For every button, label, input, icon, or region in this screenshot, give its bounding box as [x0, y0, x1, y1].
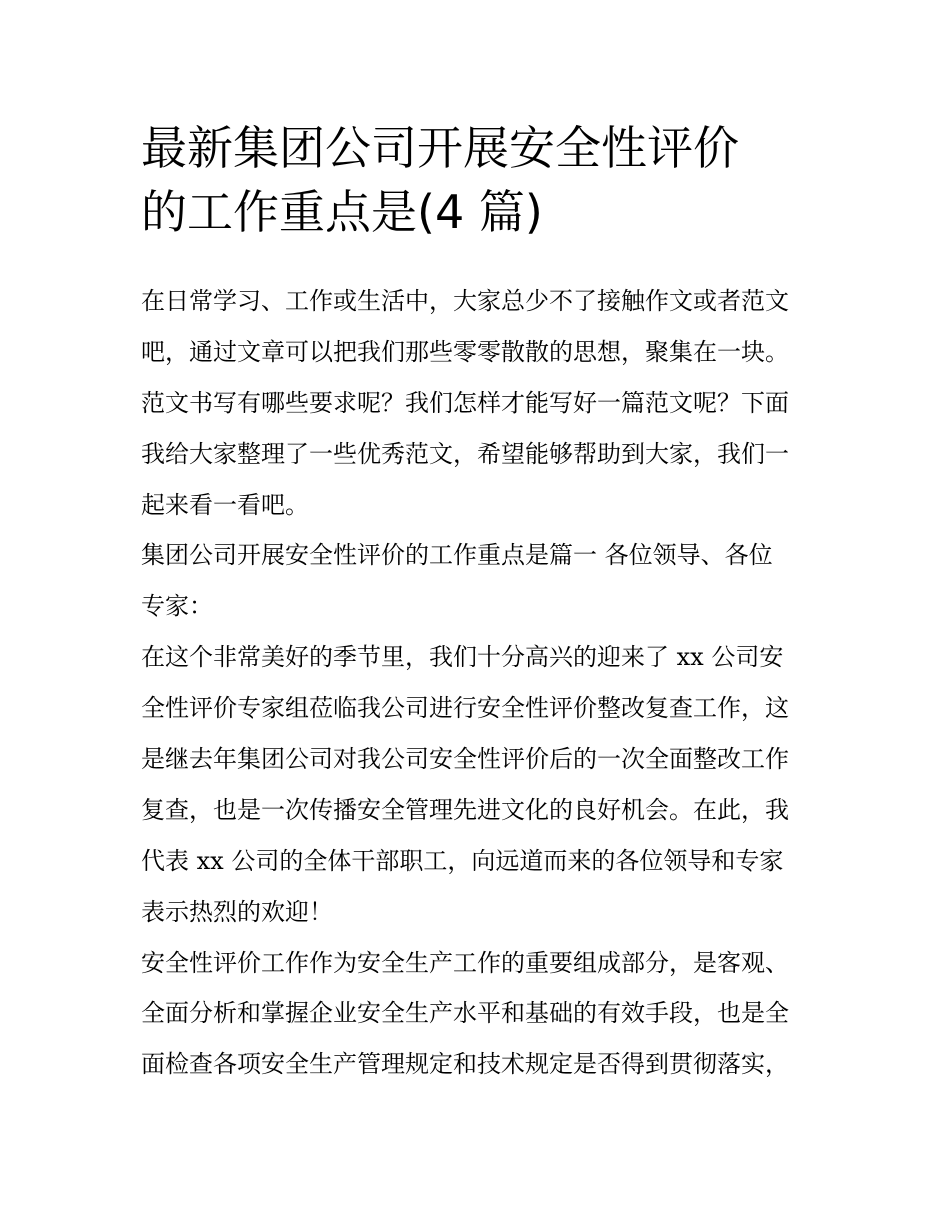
body-line: 面检查各项安全生产管理规定和技术规定是否得到贯彻落实， [141, 1050, 789, 1079]
body-line: 范文书写有哪些要求呢？我们怎样才能写好一篇范文呢？下面 [141, 388, 789, 417]
title-line: 的工作重点是(4 篇) [141, 185, 543, 239]
body-line: 我给大家整理了一些优秀范文，希望能够帮助到大家，我们一 [141, 439, 789, 468]
body-line: 代表 xx 公司的全体干部职工，向远道而来的各位领导和专家 [141, 846, 784, 875]
body-line: 集团公司开展安全性评价的工作重点是篇一 各位领导、各位 [141, 541, 773, 570]
document-body [141, 276, 831, 1090]
body-line: 吧，通过文章可以把我们那些零零散散的思想，聚集在一块。 [141, 337, 789, 366]
body-line: 表示热烈的欢迎！ [141, 897, 333, 926]
body-line: 起来看一看吧。 [141, 490, 309, 519]
body-line: 全面分析和掌握企业安全生产水平和基础的有效手段，也是全 [141, 999, 789, 1028]
body-line: 专家： [141, 592, 213, 621]
body-line: 全性评价专家组莅临我公司进行安全性评价整改复查工作，这 [141, 694, 789, 723]
body-line: 在这个非常美好的季节里，我们十分高兴的迎来了 xx 公司安 [141, 643, 784, 672]
title-line: 最新集团公司开展安全性评价 [141, 121, 739, 175]
body-line: 复查，也是一次传播安全管理先进文化的良好机会。在此，我 [141, 795, 789, 824]
body-line: 安全性评价工作作为安全生产工作的重要组成部分，是客观、 [141, 948, 789, 977]
body-line: 是继去年集团公司对我公司安全性评价后的一次全面整改工作 [141, 745, 789, 774]
body-line: 在日常学习、工作或生活中，大家总少不了接触作文或者范文 [141, 287, 789, 315]
document-title [141, 116, 841, 244]
